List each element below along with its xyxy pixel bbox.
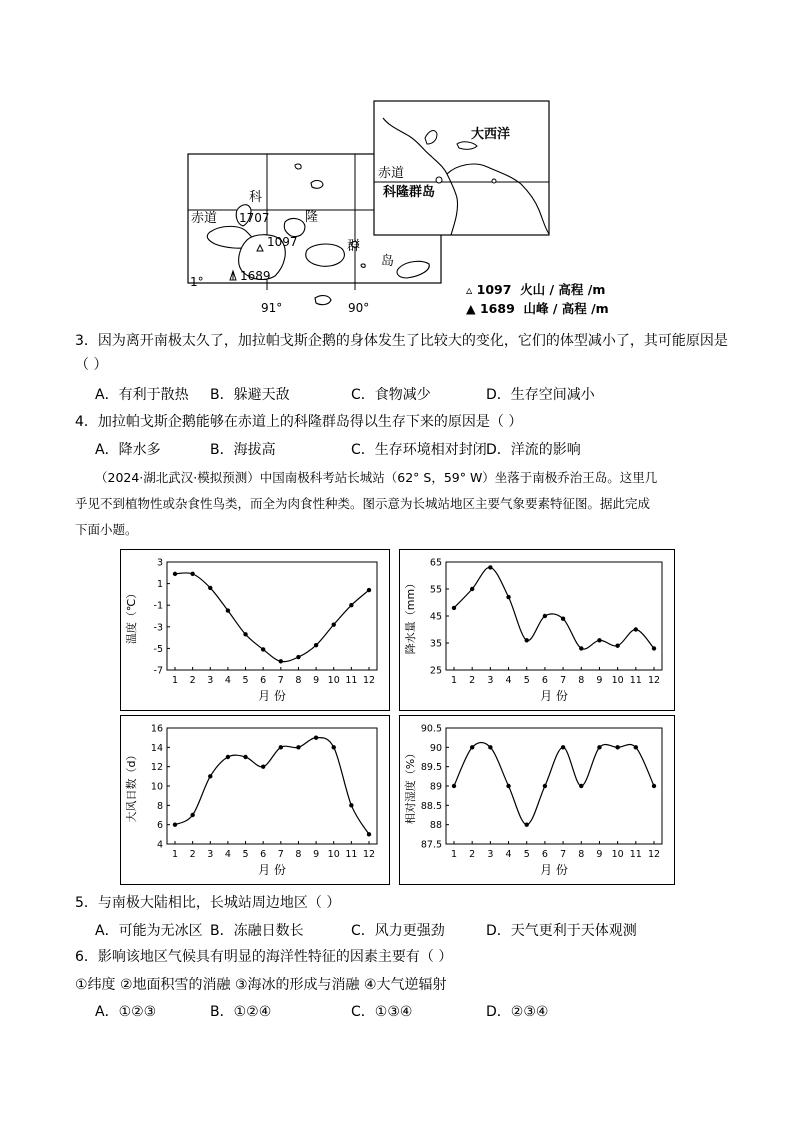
y-tick-label: 16 <box>150 723 163 735</box>
x-tick-label: 3 <box>207 849 214 860</box>
y-tick-label: 55 <box>429 584 442 596</box>
data-point <box>296 745 300 749</box>
data-point <box>261 647 265 651</box>
data-point <box>579 784 583 788</box>
y-tick-label: 3 <box>156 557 163 569</box>
x-axis-label: 月 份 <box>258 863 286 877</box>
y-tick-label: 88 <box>429 820 442 832</box>
y-tick-label: -5 <box>153 643 163 655</box>
data-point <box>314 643 318 647</box>
x-tick-label: 6 <box>260 675 267 686</box>
x-tick-label: 9 <box>313 675 320 686</box>
x-tick-label: 11 <box>345 849 358 860</box>
x-tick-label: 1 <box>171 849 179 860</box>
data-point <box>261 764 265 768</box>
data-point <box>506 784 510 788</box>
y-tick-label: 14 <box>150 742 163 754</box>
x-tick-label: 12 <box>647 675 661 686</box>
data-point <box>367 588 371 592</box>
data-point <box>597 638 601 642</box>
data-point <box>525 638 529 642</box>
x-tick-label: 12 <box>362 675 376 686</box>
q6-option-b: B．①②④ <box>210 1004 272 1020</box>
data-point <box>615 745 619 749</box>
inset-islands-label: 科隆群岛 <box>383 185 436 200</box>
x-tick-label: 3 <box>487 675 494 686</box>
data-point <box>452 606 456 610</box>
inset-equator-label: 赤道 <box>378 166 405 181</box>
data-point <box>597 745 601 749</box>
y-tick-label: 35 <box>429 638 442 650</box>
x-tick-label: 2 <box>469 675 476 686</box>
data-point <box>279 745 283 749</box>
data-point <box>652 646 656 650</box>
map-label-long: 隆 <box>305 210 319 225</box>
y-tick-label: 89 <box>429 781 442 793</box>
q6-option-a: A．①②③ <box>95 1004 157 1020</box>
x-tick-label: 10 <box>611 675 624 686</box>
q3-option-d: D．生存空间减小 <box>486 387 595 403</box>
q6-items: ①纬度 ②地面积雪的消融 ③海冰的形成与消融 ④大气逆辐射 <box>75 977 447 993</box>
y-axis-label: 降水量（mm） <box>404 577 417 655</box>
data-point <box>452 784 456 788</box>
map-label-qun: 群 <box>347 239 361 254</box>
series-line <box>454 567 654 649</box>
x-tick-label: 12 <box>647 849 661 860</box>
x-tick-label: 6 <box>541 849 548 860</box>
data-point <box>190 572 194 576</box>
x-tick-label: 10 <box>327 849 340 860</box>
x-tick-label: 6 <box>541 675 548 686</box>
x-axis-label: 月 份 <box>540 689 568 703</box>
y-tick-label: 89.5 <box>420 762 442 774</box>
data-point <box>561 617 565 621</box>
map-label-dao: 岛 <box>381 254 395 269</box>
q4-text: 4．加拉帕戈斯企鹅能够在赤道上的科隆群岛得以生存下来的原因是（ ） <box>75 414 523 430</box>
y-tick-label: -7 <box>153 665 163 677</box>
x-tick-label: 8 <box>578 849 585 860</box>
data-point <box>208 774 212 778</box>
q5-option-c: C．风力更强劲 <box>351 923 445 939</box>
data-point <box>634 745 638 749</box>
x-tick-label: 4 <box>505 849 512 860</box>
series-line <box>175 738 369 835</box>
y-axis-label: 温度（℃） <box>125 587 138 645</box>
data-point <box>173 572 177 576</box>
peak-icon: ▲ <box>466 301 476 316</box>
q4-option-d: D．洋流的影响 <box>486 442 581 458</box>
x-axis-label: 月 份 <box>540 863 568 877</box>
data-point <box>243 755 247 759</box>
y-tick-label: -3 <box>153 622 163 634</box>
wind-days-chart-svg <box>121 716 389 884</box>
q5-text: 5．与南极大陆相比，长城站周边地区（ ） <box>75 895 341 911</box>
series-line <box>175 573 369 662</box>
data-point <box>543 614 547 618</box>
map-label-equator: 赤道 <box>191 211 218 226</box>
x-tick-label: 8 <box>578 675 585 686</box>
x-tick-label: 5 <box>242 849 249 860</box>
plot-frame <box>167 562 377 670</box>
data-point <box>506 595 510 599</box>
data-point <box>470 745 474 749</box>
y-tick-label: 65 <box>429 557 442 569</box>
x-tick-label: 11 <box>345 675 358 686</box>
q5-option-b: B．冻融日数长 <box>210 923 304 939</box>
y-tick-label: 8 <box>156 800 163 812</box>
x-tick-label: 2 <box>189 849 196 860</box>
x-tick-label: 4 <box>224 675 231 686</box>
x-tick-label: 12 <box>362 849 376 860</box>
data-point <box>173 822 177 826</box>
x-tick-label: 11 <box>629 849 642 860</box>
data-point <box>332 745 336 749</box>
x-tick-label: 5 <box>523 849 530 860</box>
data-point <box>296 655 300 659</box>
x-tick-label: 5 <box>242 675 249 686</box>
x-tick-label: 9 <box>596 675 603 686</box>
data-point <box>349 803 353 807</box>
y-axis-label: 相对湿度（%） <box>404 747 417 825</box>
map-lon-90: 90° <box>348 301 370 315</box>
map-elev-1707: 1707 <box>239 211 270 225</box>
q4-option-c: C．生存环境相对封闭 <box>351 442 487 458</box>
data-point <box>579 646 583 650</box>
q3-text-line2: （ ） <box>75 357 108 373</box>
legend-peak: ▲ 1689 山峰 / 高程 /m <box>466 301 609 316</box>
x-tick-label: 10 <box>611 849 624 860</box>
data-point <box>349 603 353 607</box>
x-tick-label: 8 <box>295 849 302 860</box>
x-tick-label: 9 <box>596 849 603 860</box>
precipitation-chart-svg <box>400 550 674 710</box>
q5-option-a: A．可能为无冰区 <box>95 923 203 939</box>
data-point <box>543 784 547 788</box>
x-tick-label: 1 <box>171 675 179 686</box>
y-tick-label: 6 <box>156 820 163 832</box>
x-tick-label: 11 <box>629 675 642 686</box>
data-point <box>279 659 283 663</box>
x-tick-label: 4 <box>505 675 512 686</box>
q5-option-d: D．天气更利于天体观测 <box>486 923 637 939</box>
x-tick-label: 7 <box>560 675 567 686</box>
x-tick-label: 6 <box>260 849 267 860</box>
map-lat-1: 1° <box>190 275 204 289</box>
y-tick-label: 45 <box>429 611 442 623</box>
data-point <box>525 822 529 826</box>
x-tick-label: 3 <box>207 675 214 686</box>
data-point <box>634 627 638 631</box>
data-point <box>208 586 212 590</box>
data-point <box>488 745 492 749</box>
data-point <box>488 565 492 569</box>
x-tick-label: 9 <box>313 849 320 860</box>
humidity-chart-svg <box>400 716 674 884</box>
series-line <box>454 743 654 825</box>
x-tick-label: 1 <box>450 675 458 686</box>
data-point <box>470 587 474 591</box>
data-point <box>314 735 318 739</box>
intro-line3: 下面小题。 <box>75 522 138 537</box>
q3-text-line1: 3．因为离开南极太久了，加拉帕戈斯企鹅的身体发生了比较大的变化，它们的体型减小了，其可能原因是 <box>75 333 728 349</box>
x-axis-label: 月 份 <box>258 689 286 703</box>
x-tick-label: 10 <box>327 675 340 686</box>
x-tick-label: 2 <box>189 675 196 686</box>
data-point <box>615 644 619 648</box>
humidity-chart <box>399 715 675 885</box>
x-tick-label: 7 <box>277 675 284 686</box>
q3-option-c: C．食物减少 <box>351 387 431 403</box>
map-lon-91: 91° <box>261 301 283 315</box>
x-tick-label: 7 <box>560 849 567 860</box>
x-tick-label: 4 <box>224 849 231 860</box>
intro-line2: 乎见不到植物性或杂食性鸟类，而全为肉食性种类。图示意为长城站地区主要气象要素特征图。据此完成 <box>75 496 651 511</box>
data-point <box>367 832 371 836</box>
q3-option-b: B．躲避天敌 <box>210 387 290 403</box>
x-tick-label: 1 <box>450 849 458 860</box>
y-tick-label: 12 <box>150 762 163 774</box>
q6-text: 6．影响该地区气候具有明显的海洋性特征的因素主要有（ ） <box>75 949 453 965</box>
wind-days-chart <box>120 715 390 885</box>
y-tick-label: -1 <box>153 600 163 612</box>
temperature-chart <box>120 549 390 711</box>
map-elev-1689: 1689 <box>240 269 271 283</box>
q6-option-d: D．②③④ <box>486 1004 549 1020</box>
y-tick-label: 87.5 <box>420 839 442 851</box>
x-tick-label: 3 <box>487 849 494 860</box>
q4-option-b: B．海拔高 <box>210 442 276 458</box>
y-axis-label: 大风日数（d） <box>125 749 138 823</box>
x-tick-label: 8 <box>295 675 302 686</box>
inset-ocean-label: 大西洋 <box>471 127 511 142</box>
y-tick-label: 88.5 <box>420 800 442 812</box>
data-point <box>332 622 336 626</box>
y-tick-label: 90 <box>429 742 442 754</box>
map-elev-1097: 1097 <box>267 235 298 249</box>
q4-option-a: A．降水多 <box>95 442 161 458</box>
plot-frame <box>446 728 662 844</box>
legend-volcano: ▵ 1097 火山 / 高程 /m <box>466 282 606 297</box>
y-tick-label: 4 <box>156 839 163 851</box>
q6-option-c: C．①③④ <box>351 1004 413 1020</box>
data-point <box>652 784 656 788</box>
x-tick-label: 2 <box>469 849 476 860</box>
data-point <box>561 745 565 749</box>
x-tick-label: 5 <box>523 675 530 686</box>
intro-line1: （2024·湖北武汉·模拟预测）中国南极科考站长城站（62° S，59° W）坐落于南极乔治王岛。这里几 <box>95 470 658 485</box>
y-tick-label: 90.5 <box>420 723 442 735</box>
y-tick-label: 10 <box>150 781 163 793</box>
precipitation-chart <box>399 549 675 711</box>
data-point <box>243 632 247 636</box>
map-label-ke: 科 <box>249 190 263 205</box>
temperature-chart-svg <box>121 550 389 710</box>
data-point <box>226 608 230 612</box>
y-tick-label: 25 <box>429 665 442 677</box>
plot-frame <box>446 562 662 670</box>
q3-option-a: A．有利于散热 <box>95 387 189 403</box>
y-tick-label: 1 <box>156 579 163 591</box>
data-point <box>226 755 230 759</box>
x-tick-label: 7 <box>277 849 284 860</box>
data-point <box>190 813 194 817</box>
map-legend <box>466 280 609 318</box>
volcano-icon: ▵ <box>466 282 473 297</box>
